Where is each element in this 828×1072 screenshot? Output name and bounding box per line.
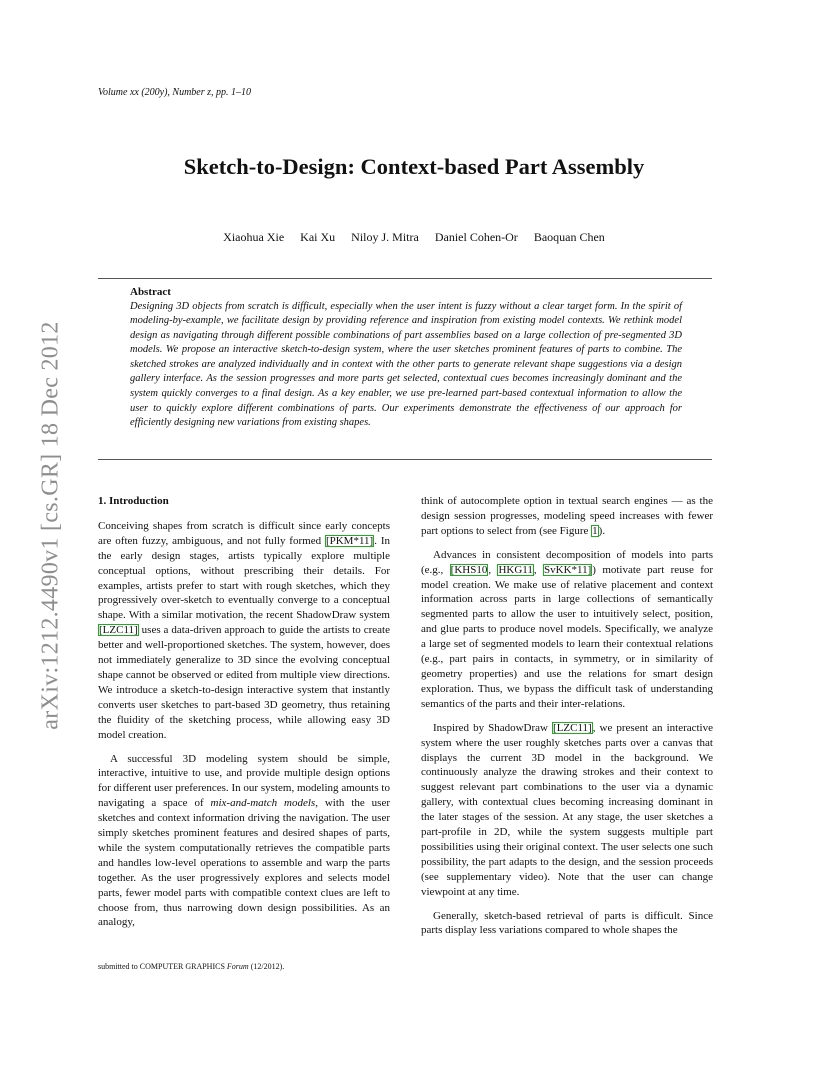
intro-paragraph-3 — [421, 548, 713, 712]
text-span: (12/2012). — [248, 962, 285, 971]
journal-header: Volume xx (200y), Number z, pp. 1–10 — [98, 87, 252, 98]
text-span: think of autocomplete option in textual search engines — as the design session progresses, modeling speed increases with fewer part options to select from (see Figure — [421, 495, 713, 537]
intro-paragraph-4 — [421, 721, 713, 900]
intro-paragraph-5 — [421, 909, 713, 939]
citation-link[interactable]: [PKM*11] — [325, 534, 374, 547]
author-name: Niloy J. Mitra — [351, 230, 419, 244]
abstract-top-rule — [98, 278, 712, 279]
figure-ref-link[interactable]: 1 — [592, 524, 598, 537]
paper-title: Sketch-to-Design: Context-based Part Assembly — [183, 154, 645, 179]
author-name: Kai Xu — [300, 230, 336, 244]
text-span: Advances in consistent decomposition of models into parts (e.g., — [421, 548, 713, 576]
text-span: uses a data-driven approach to guide the artists to create better and well-proportioned sketches. The system, however, does not immediately generalize to 3D since the evolving conceptual shape cannot be observed or edited from multiple view directions. We introduce a sketch-to-design interactive system that instantly converts user sketches to part-based 3D geometry, thus retaining the fluidity of the sketching process, while allowing easy 3D model creation. — [98, 624, 390, 741]
emphasis-text: mix-and-match models — [210, 797, 316, 810]
text-span: , we present an interactive system where the user roughly sketches parts over a canvas that displays the current 3D model in the background. We continuously analyze the drawing strokes and their context to suggest relevant part combinations to the user via a dynamic gallery, with contextual clues becoming increasing dominant in the later stages of the session. At any stage, the user sketches a part-profile in 2D, while the system suggests multiple part possibilities using their original context. The user selects one such possibility, the part adapts to the design, and the session proceeds (see supplementary video). Note that the user can change viewpoint at any time. — [421, 721, 713, 898]
text-span: , with the user sketches and context information driving the navigation. The user simply sketches prominent features and desired shapes of parts, while the system computationally retrieves the compatible parts and handles low-level operations to assemble and warp the parts together. As the user progressively explores and selects model parts, fewer model parts with compatible context clues are left to choose from, thus narrowing down design possibilities. As an analogy, — [98, 797, 390, 929]
author-list — [0, 230, 828, 245]
emphasis-text: Forum — [226, 962, 249, 971]
text-span: ). — [598, 524, 606, 537]
abstract-text: Designing 3D objects from scratch is difficult, especially when the user intent is fuzzy without a clear target form. In the spirit of modeling-by-example, we facilitate design by providing reference and inspiration from existing model contexts. We rethink model design as navigating through different possible combinations of part assemblies based on a large collection of pre-segmented 3D models. We propose an interactive sketch-to-design system, where the user sketches prominent features of parts to combine. The sketched strokes are analyzed individually and in context with the other parts to generate relevant shape suggestions via a design gallery interface. As the session progresses and more parts get selected, contextual cues becomes increasingly dominant and the system quickly converges to a final design. As a key enabler, we use pre-learned part-based contextual information to allow the user to quickly explore different combinations of parts. Our experiments demonstrate the effectiveness of our approach for efficiently designing new variations from existing shapes. — [130, 300, 682, 429]
text-span: ) motivate part reuse for model creation. We make use of relative placement and context information across parts in large collections of semantically segmented parts to allow the user to intuitively select, position, and glue parts to produce novel models. Specifically, we analyze a large set of segmented models to learn their contextual relations (e.g., part pairs in contacts, in symmetry, or in similarity of geometry properties) and use the relations for smart design exploration. Thus, we bypass the difficult task of understanding semantics of the parts and their inter-relations. — [421, 563, 714, 710]
citation-link[interactable]: SvKK*11] — [544, 563, 592, 576]
text-span: Generally, sketch-based retrieval of parts is difficult. Since parts display less variations compared to whole shapes the — [421, 909, 713, 937]
author-name: Baoquan Chen — [533, 230, 605, 244]
arxiv-identifier-text: arXiv:1212.4490v1 [cs.GR] 18 Dec 2012 — [37, 320, 64, 730]
text-span: , — [488, 563, 498, 576]
citation-link[interactable]: HKG11 — [498, 563, 533, 576]
arxiv-identifier-stamp — [38, 291, 64, 759]
citation-link[interactable]: [LZC11] — [553, 721, 592, 734]
author-name: Daniel Cohen-Or — [434, 230, 518, 244]
intro-paragraph-2 — [98, 752, 390, 931]
text-span: A successful 3D modeling system should be simple, interactive, intuitive to use, and provide multiple design options for different user preferences. In our system, modeling amounts to navigating a space of — [98, 752, 390, 810]
text-span: . In the early design stages, artists typically explore multiple conceptual options, without prescribing their details. For examples, artists prefer to start with rough sketches, which they progressively over-sketch to eventually converge to a conceptual shape. With a similar motivation, the recent ShadowDraw system — [98, 534, 390, 622]
text-span: Conceiving shapes from scratch is difficult since early concepts are often fuzzy, ambiguous, and not fully formed — [98, 519, 390, 547]
text-span: , — [533, 563, 544, 576]
text-span: Inspired by ShadowDraw — [433, 721, 553, 734]
author-name: Xiaohua Xie — [223, 230, 285, 244]
right-column — [421, 494, 713, 947]
citation-link[interactable]: [KHS10 — [450, 563, 488, 576]
abstract-bottom-rule — [98, 459, 712, 460]
intro-paragraph-1 — [98, 519, 390, 743]
abstract-block — [130, 286, 682, 431]
section-heading-introduction: 1. Introduction — [98, 495, 169, 507]
text-span: submitted to COMPUTER GRAPHICS — [98, 962, 227, 971]
left-column — [98, 494, 390, 939]
intro-paragraph-2-continued — [421, 494, 713, 539]
abstract-heading: Abstract — [130, 286, 171, 298]
submission-footer — [98, 962, 284, 971]
citation-link[interactable]: [LZC11] — [99, 624, 138, 637]
